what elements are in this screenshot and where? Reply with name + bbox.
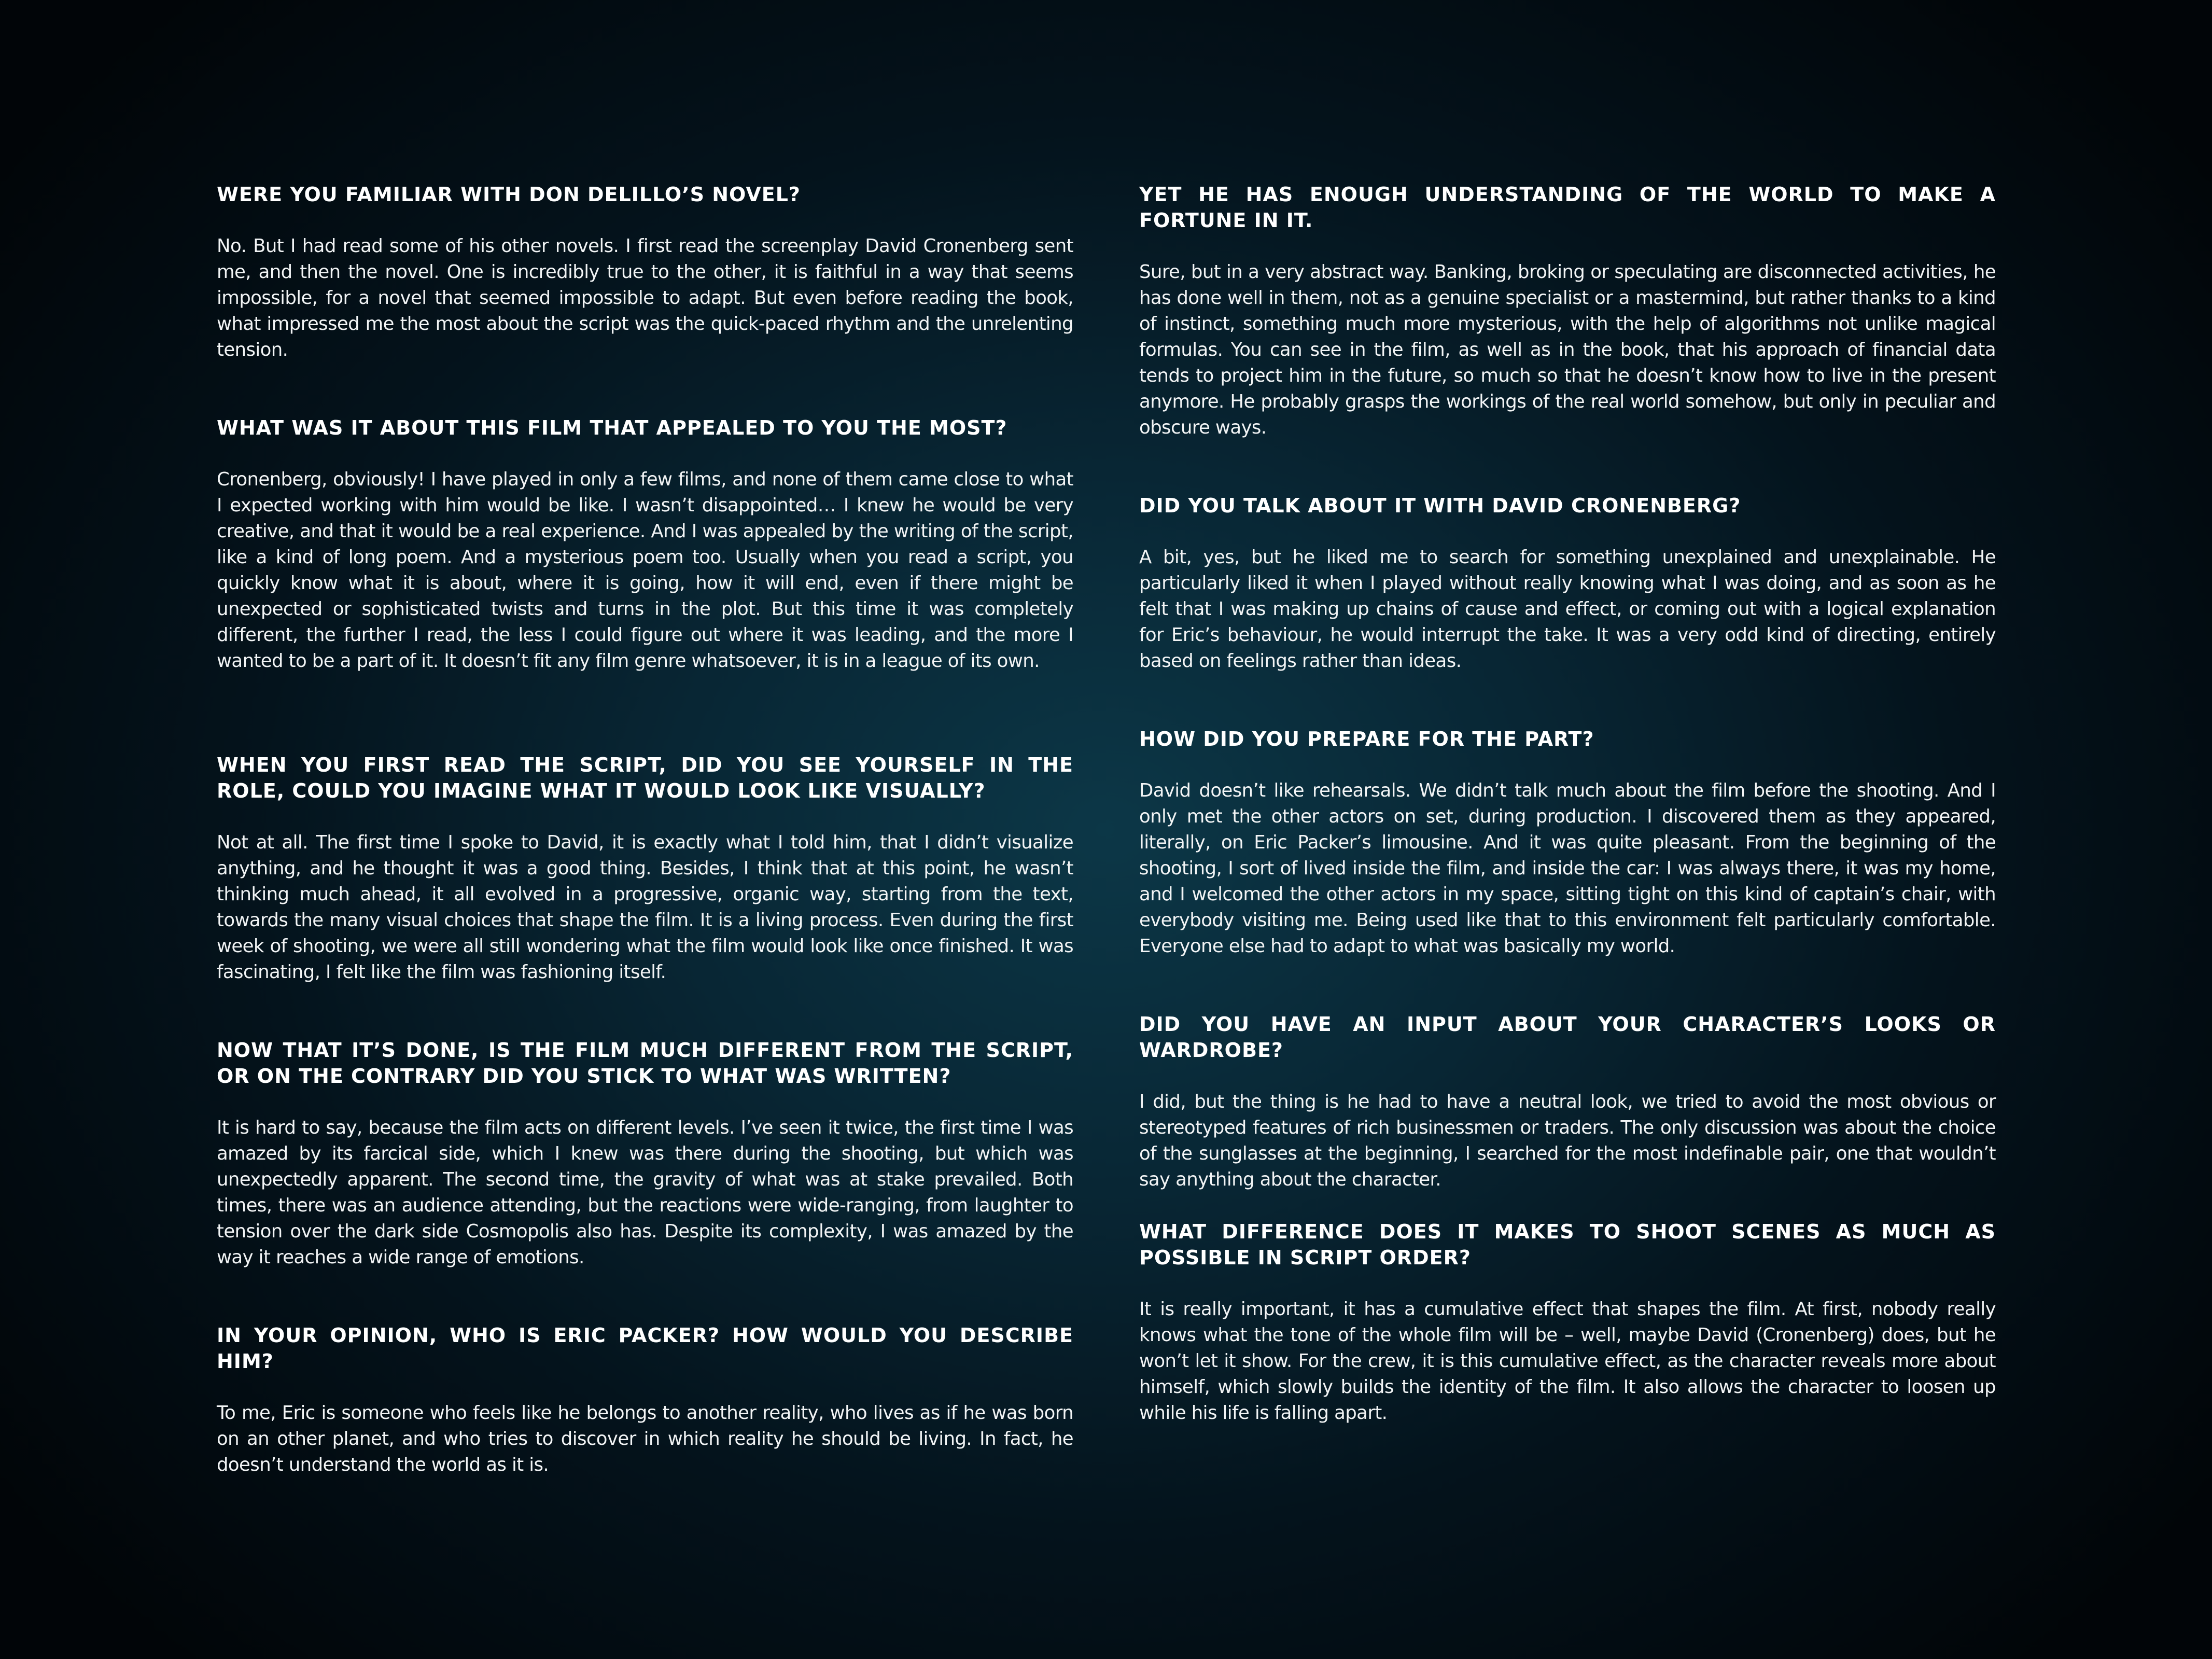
answer-paragraph: To me, Eric is someone who feels like he belongs to another reality, who lives as if he was born on an other planet, and who tries to discover in which reality he should be living. In fact, he doesn’t understand the world as it is.: [217, 1402, 1073, 1475]
qa-block-prepare: [1139, 726, 1996, 959]
question-heading: WERE YOU FAMILIAR WITH DON DELILLO’S NOVEL?: [217, 183, 801, 206]
answer-paragraph: I did, but the thing is he had to have a neutral look, we tried to avoid the most obvious or stereotyped features of rich businessmen or traders. The only discussion was about the choice of the sunglasses at the beginning, I searched for the most indefinable pair, one that wouldn’t say anything about the character.: [1139, 1091, 1996, 1190]
qa-block-film-vs-script: [217, 1037, 1073, 1271]
answer-paragraph: Cronenberg, obviously! I have played in only a few films, and none of them came close to what I expected working with him would be like. I wasn’t disappointed… I knew he would be very creative, and that it would be a real experience. And I was appealed by the writing of the script, like a kind of long poem. And a mysterious poem too. Usually when you read a script, you quickly know what it is about, where it is going, how it will end, even if there might be unexpected or sophisticated twists and turns in the plot. But this time it was completely different, the further I read, the less I could figure out where it was leading, and the more I wanted to be a part of it. It doesn’t fit any film genre whatsoever, it is in a league of its own.: [217, 469, 1073, 672]
question-heading: IN YOUR OPINION, WHO IS ERIC PACKER? HOW WOULD YOU DESCRIBE HIM?: [217, 1324, 1073, 1373]
answer-paragraph: A bit, yes, but he liked me to search for something unexplained and unexplainable. He particularly liked it when I played without really knowing what I was doing, and as soon as he felt that I was making up chains of cause and effect, or coming out with a logical explanation for Eric’s behaviour, he would interrupt the take. It was a very odd kind of directing, entirely based on feelings rather than ideas.: [1139, 547, 1996, 672]
qa-block-script-order: [1139, 1219, 1996, 1426]
qa-block-looks-wardrobe: [1139, 1011, 1996, 1193]
qa-block-first-read: [217, 752, 1073, 985]
question-heading: DID YOU TALK ABOUT IT WITH DAVID CRONENBERG?: [1139, 494, 1741, 517]
answer-paragraph: It is hard to say, because the film acts on different levels. I’ve seen it twice, the first time I was amazed by its farcical side, which I knew was there during the shooting, but which was unexpectedly apparent. The second time, the gravity of what was at stake prevailed. Both times, there was an audience attending, but the reactions were wide-ranging, from laughter to tension over the dark side Cosmopolis also has. Despite its complexity, I was amazed by the way it reaches a wide range of emotions.: [217, 1117, 1073, 1268]
question-heading: HOW DID YOU PREPARE FOR THE PART?: [1139, 728, 1594, 750]
answer-paragraph: Sure, but in a very abstract way. Banking, broking or speculating are disconnected activities, he has done well in them, not as a genuine specialist or a mastermind, but rather thanks to a kind of instinct, something much more mysterious, with the help of algorithms not unlike magical formulas. You can see in the film, as well as in the book, that his approach of financial data tends to project him in the future, so much so that he doesn’t know how to live in the present anymore. He probably grasps the workings of the real world somehow, but only in peculiar and obscure ways.: [1139, 261, 1996, 438]
answer-paragraph: David doesn’t like rehearsals. We didn’t talk much about the film before the shooting. And I only met the other actors on set, during production. I discovered them as they appeared, literally, on Eric Packer’s limousine. And it was quite pleasant. From the beginning of the shooting, I sort of lived inside the film, and inside the car: I was always there, it was my home, and I welcomed the other actors in my space, sitting tight on this kind of captain’s chair, with everybody visiting me. Being used like that to this environment felt particularly comfortable. Everyone else had to adapt to what was basically my world.: [1139, 780, 1996, 957]
answer-paragraph: It is really important, it has a cumulative effect that shapes the film. At first, nobody really knows what the tone of the whole film will be – well, maybe David (Cronenberg) does, but he won’t let it show. For the crew, it is this cumulative effect, as the character reveals more about himself, which slowly builds the identity of the film. It also allows the character to loosen up while his life is falling apart.: [1139, 1299, 1996, 1424]
qa-block-talk-cronenberg: [1139, 493, 1996, 674]
qa-block-appeal: [217, 415, 1073, 674]
answer-paragraph: No. But I had read some of his other novels. I first read the screenplay David Cronenberg sent me, and then the novel. One is incredibly true to the other, it is faithful in a way that seems impossible, for a novel that seemed impossible to adapt. But even before reading the book, what impressed me the most about the script was the quick-paced rhythm and the unrelenting tension.: [217, 235, 1073, 360]
question-heading: WHAT WAS IT ABOUT THIS FILM THAT APPEALED TO YOU THE MOST?: [217, 416, 1007, 439]
question-heading: NOW THAT IT’S DONE, IS THE FILM MUCH DIFFERENT FROM THE SCRIPT, OR ON THE CONTRARY DID YOU STICK TO WHAT WAS WRITTEN?: [217, 1039, 1073, 1088]
question-heading: WHEN YOU FIRST READ THE SCRIPT, DID YOU SEE YOURSELF IN THE ROLE, COULD YOU IMAGINE WHAT IT WOULD LOOK LIKE VISUALLY?: [217, 754, 1073, 802]
answer-paragraph: Not at all. The first time I spoke to David, it is exactly what I told him, that I didn’t visualize anything, and he thought it was a good thing. Besides, I think that at this point, he wasn’t thinking much ahead, it all evolved in a progressive, organic way, starting from the text, towards the many visual choices that shape the film. It is a living process. Even during the first week of shooting, we were all still wondering what the film would look like once finished. It was fascinating, I felt like the film was fashioning itself.: [217, 832, 1073, 983]
question-heading: YET HE HAS ENOUGH UNDERSTANDING OF THE WORLD TO MAKE A FORTUNE IN IT.: [1139, 183, 1996, 232]
qa-block-familiar-novel: [217, 182, 1073, 363]
qa-block-fortune: [1139, 182, 1996, 441]
question-heading: DID YOU HAVE AN INPUT ABOUT YOUR CHARACTER’S LOOKS OR WARDROBE?: [1139, 1013, 1996, 1062]
qa-block-eric-packer: [217, 1322, 1073, 1478]
question-heading: WHAT DIFFERENCE DOES IT MAKES TO SHOOT SCENES AS MUCH AS POSSIBLE IN SCRIPT ORDER?: [1139, 1220, 1996, 1269]
